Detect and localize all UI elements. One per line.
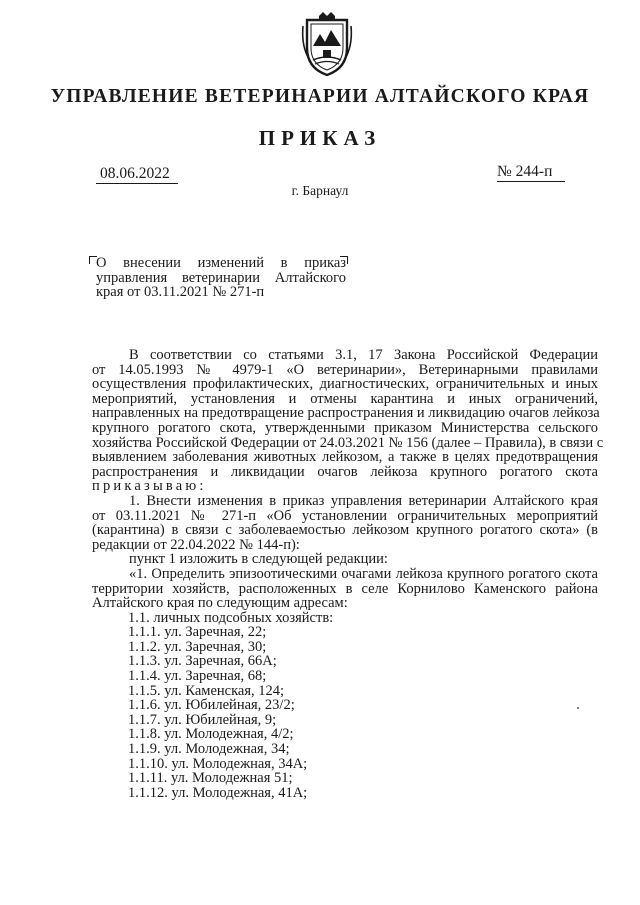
order-number: № 244-п — [497, 163, 565, 182]
order-directive: приказываю: — [92, 478, 207, 495]
order-date: 08.06.2022 — [96, 165, 178, 184]
body-line: осуществления профилактических, диагностических, ограничительных и иных — [92, 376, 598, 393]
list-item: 1.1.2. ул. Заречная, 30; — [128, 638, 267, 655]
body-line: мероприятий, установления и отмены карантина и иных ограничений, — [92, 390, 598, 407]
body-line: от 14.05.1993 № 4979-1 «О ветеринарии», Ветеринарными правилами — [92, 361, 598, 378]
body-line: распространения и ликвидации очагов лейкоза крупного рогатого скота — [92, 463, 598, 480]
body-line: крупного рогатого скота, утвержденными приказом Министерства сельского — [92, 419, 598, 436]
list-item: 1.1.3. ул. Заречная, 66А; — [128, 653, 277, 670]
body-line: редакции от 22.04.2022 № 144-п): — [92, 536, 300, 553]
list-item: 1.1.4. ул. Заречная, 68; — [128, 668, 267, 685]
organization-title: УПРАВЛЕНИЕ ВЕТЕРИНАРИИ АЛТАЙСКОГО КРАЯ — [50, 86, 590, 107]
list-item: 1.1.11. ул. Молодежная 51; — [128, 770, 293, 787]
subject-line: управления ветеринарии Алтайского — [96, 269, 346, 286]
document-type-title: ПРИКАЗ — [258, 126, 382, 150]
order-body — [92, 347, 604, 801]
body-line: В соответствии со статьями 3.1, 17 Закона Российской Федерации — [129, 347, 598, 363]
list-item: 1.1.9. ул. Молодежная, 34; — [128, 741, 290, 758]
body-line: выявлением заболевания животных лейкозом, а также в целях предотвращения — [92, 449, 598, 466]
body-line: хозяйства Российской Федерации от 24.03.2021 № 156 (далее – Правила), в связи с — [92, 434, 604, 451]
order-subject — [96, 256, 346, 300]
subject-line: края от 03.11.2021 № 271-п — [96, 284, 265, 300]
list-item: 1.1.1. ул. Заречная, 22; — [128, 624, 267, 641]
subject-line: О внесении изменений в приказ — [96, 255, 346, 271]
body-line: направленных на предотвращение распространения и ликвидацию очагов лейкоза — [92, 405, 600, 422]
list-item: 1.1.7. ул. Юбилейная, 9; — [128, 711, 277, 728]
body-line: «1. Определить эпизоотическими очагами лейкоза крупного рогатого скота — [129, 565, 598, 582]
scan-speck — [577, 707, 579, 709]
list-item: 1.1.5. ул. Каменская, 124; — [128, 682, 285, 699]
body-line: 1. Внести изменения в приказ управления ветеринарии Алтайского края — [129, 492, 598, 509]
body-line: от 03.11.2021 № 271-п «Об установлении ограничительных мероприятий — [92, 507, 598, 524]
list-item: 1.1.10. ул. Молодежная, 34А; — [128, 755, 308, 772]
body-line: пункт 1 изложить в следующей редакции: — [129, 551, 388, 568]
list-item: 1.1.6. ул. Юбилейная, 23/2; — [128, 697, 295, 714]
issue-city: г. Барнаул — [291, 183, 349, 198]
body-line: (карантина) в связи с заболеваемостью лейкозом крупного рогатого скота» (в — [92, 522, 598, 539]
coat-of-arms-emblem — [301, 12, 353, 78]
list-item: 1.1.8. ул. Молодежная, 4/2; — [128, 726, 294, 743]
body-line: Алтайского края по следующим адресам: — [92, 595, 348, 612]
list-item: 1.1.12. ул. Молодежная, 41А; — [128, 784, 308, 801]
body-line: территории хозяйств, расположенных в селе Корнилово Каменского района — [92, 580, 598, 597]
list-item: 1.1. личных подсобных хозяйств: — [128, 609, 334, 626]
